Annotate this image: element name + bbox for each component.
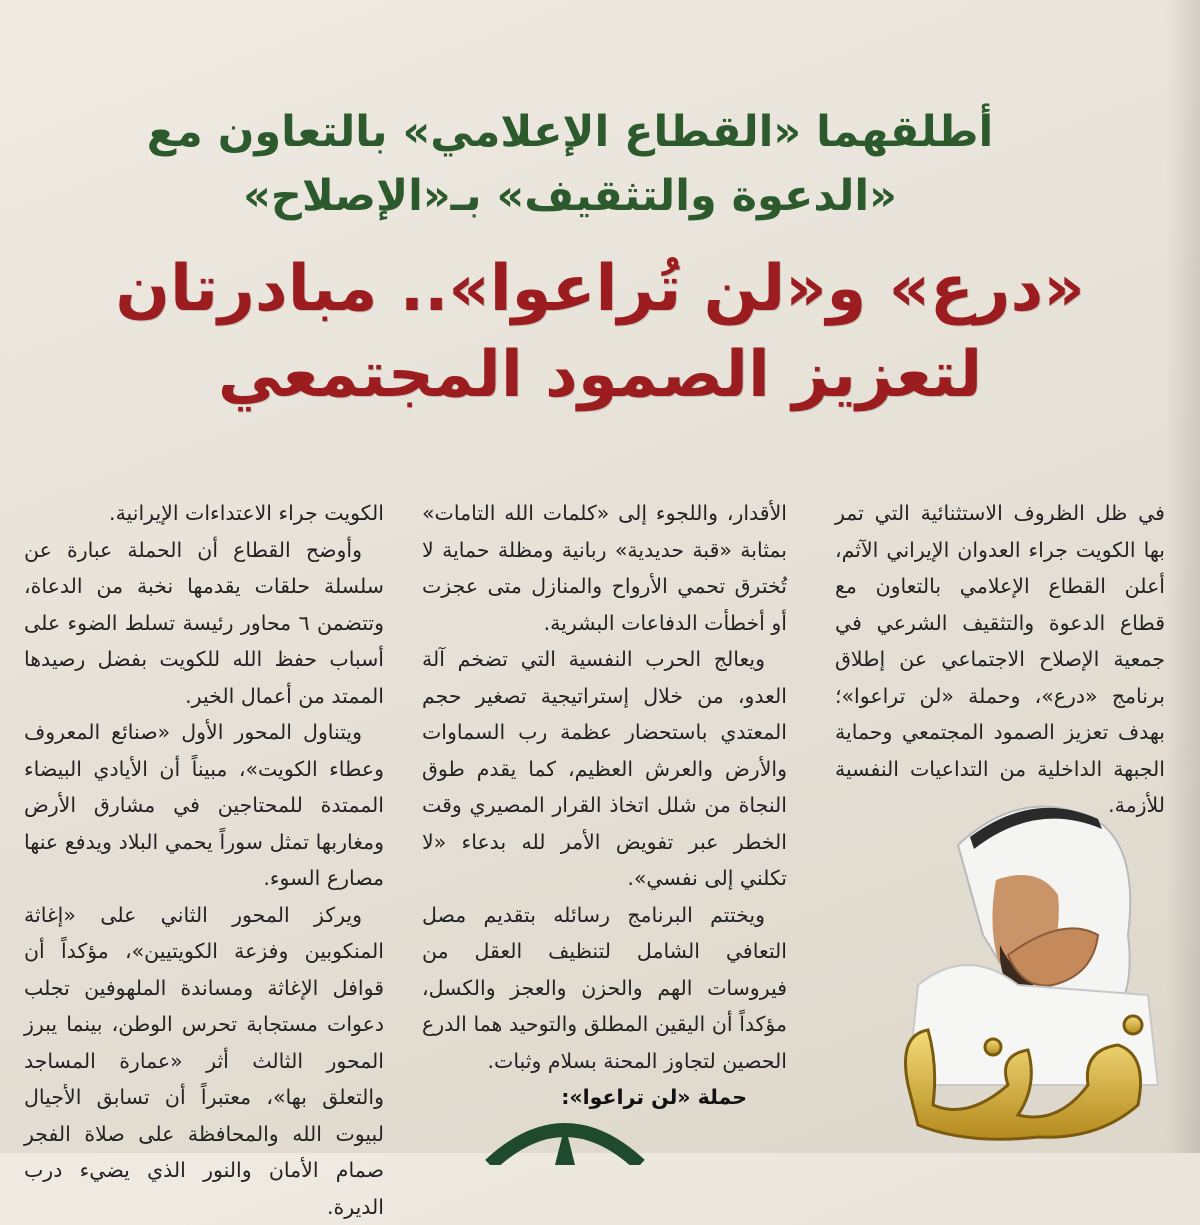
paragraph: ويختتم البرنامج رسائله بتقديم مصل التعافي الشامل لتنظيف العقل من فيروسات الهم والحزن والعجز والكسل، مؤكداً أن اليقين المطلق والتوحيد هما الدرع الحصين لتجاوز المحنة بسلام وثبات. [422,897,787,1080]
article-kicker: أطلقهما «القطاع الإعلامي» بالتعاون مع «الدعوة والتثقيف» بـ«الإصلاح» [70,100,1070,228]
paragraph: ويعالج الحرب النفسية التي تضخم آلة العدو، من خلال إستراتيجية تصغير حجم المعتدي باستحضار عظمة رب السماوات والأرض والعرش العظيم، كما يقدم طوق النجاة من شلل اتخاذ القرار المصيري وقت الخطر عبر تفويض الأمر لله بدعاء «لا تكلني إلى نفسي». [422,641,787,897]
paragraph: ويتناول المحور الأول «صنائع المعروف وعطاء الكويت»، مبيناً أن الأيادي البيضاء الممتدة للمحتاجين في مشارق الأرض ومغاربها تمثل سوراً يحمي البلاد ويدفع عنها مصارع السوء. [24,714,384,897]
green-emblem-partial [480,1105,650,1165]
text-column-3 [24,495,384,1225]
paragraph: الأقدار، واللجوء إلى «كلمات الله التامات» بمثابة «قبة حديدية» ربانية ومظلة حماية لا تُخترق تحمي الأرواح والمنازل متى عجزت أو أخطأت الدفاعات البشرية. [422,495,787,641]
page-spine-shadow [1166,0,1200,1153]
article-headline: «درع» و«لن تُراعوا».. مبادرتان لتعزيز الصمود المجتمعي [40,246,1160,418]
paragraph: ويركز المحور الثاني على «إغاثة المنكوبين وفزعة الكويتيين»، مؤكداً أن قوافل الإغاثة ومساندة الملهوفين تجلب دعوات مستجابة تحرس الوطن، بينما يبرز المحور الثالث أثر «عمارة المساجد والتعلق بها»، معتبراً أن تسابق الأجيال لبيوت الله والمحافظة على صلاة الفجر صمام الأمان والنور الذي يضيء درب الديرة. [24,897,384,1225]
paragraph: الكويت جراء الاعتداءات الإيرانية. [24,495,384,532]
praying-man-illustration [888,785,1170,1145]
campaign-subhead: حملة «لن تراعوا»: [422,1079,787,1116]
text-column-1 [835,495,1165,824]
paragraph: وأوضح القطاع أن الحملة عبارة عن سلسلة حلقات يقدمها نخبة من الدعاة، وتتضمن ٦ محاور رئيسة تسلط الضوء على أسباب حفظ الله للكويت بفضل رصيدها الممتد من أعمال الخير. [24,532,384,715]
paragraph: في ظل الظروف الاستثنائية التي تمر بها الكويت جراء العدوان الإيراني الآثم، أعلن القطاع الإعلامي بالتعاون مع قطاع الدعوة والتثقيف الشرعي في جمعية الإصلاح الاجتماعي عن إطلاق برنامج «درع»، وحملة «لن تراعوا»؛ بهدف تعزيز الصمود المجتمعي وحماية الجبهة الداخلية من التداعيات النفسية للأزمة. [835,495,1165,824]
text-column-2 [422,495,787,1116]
